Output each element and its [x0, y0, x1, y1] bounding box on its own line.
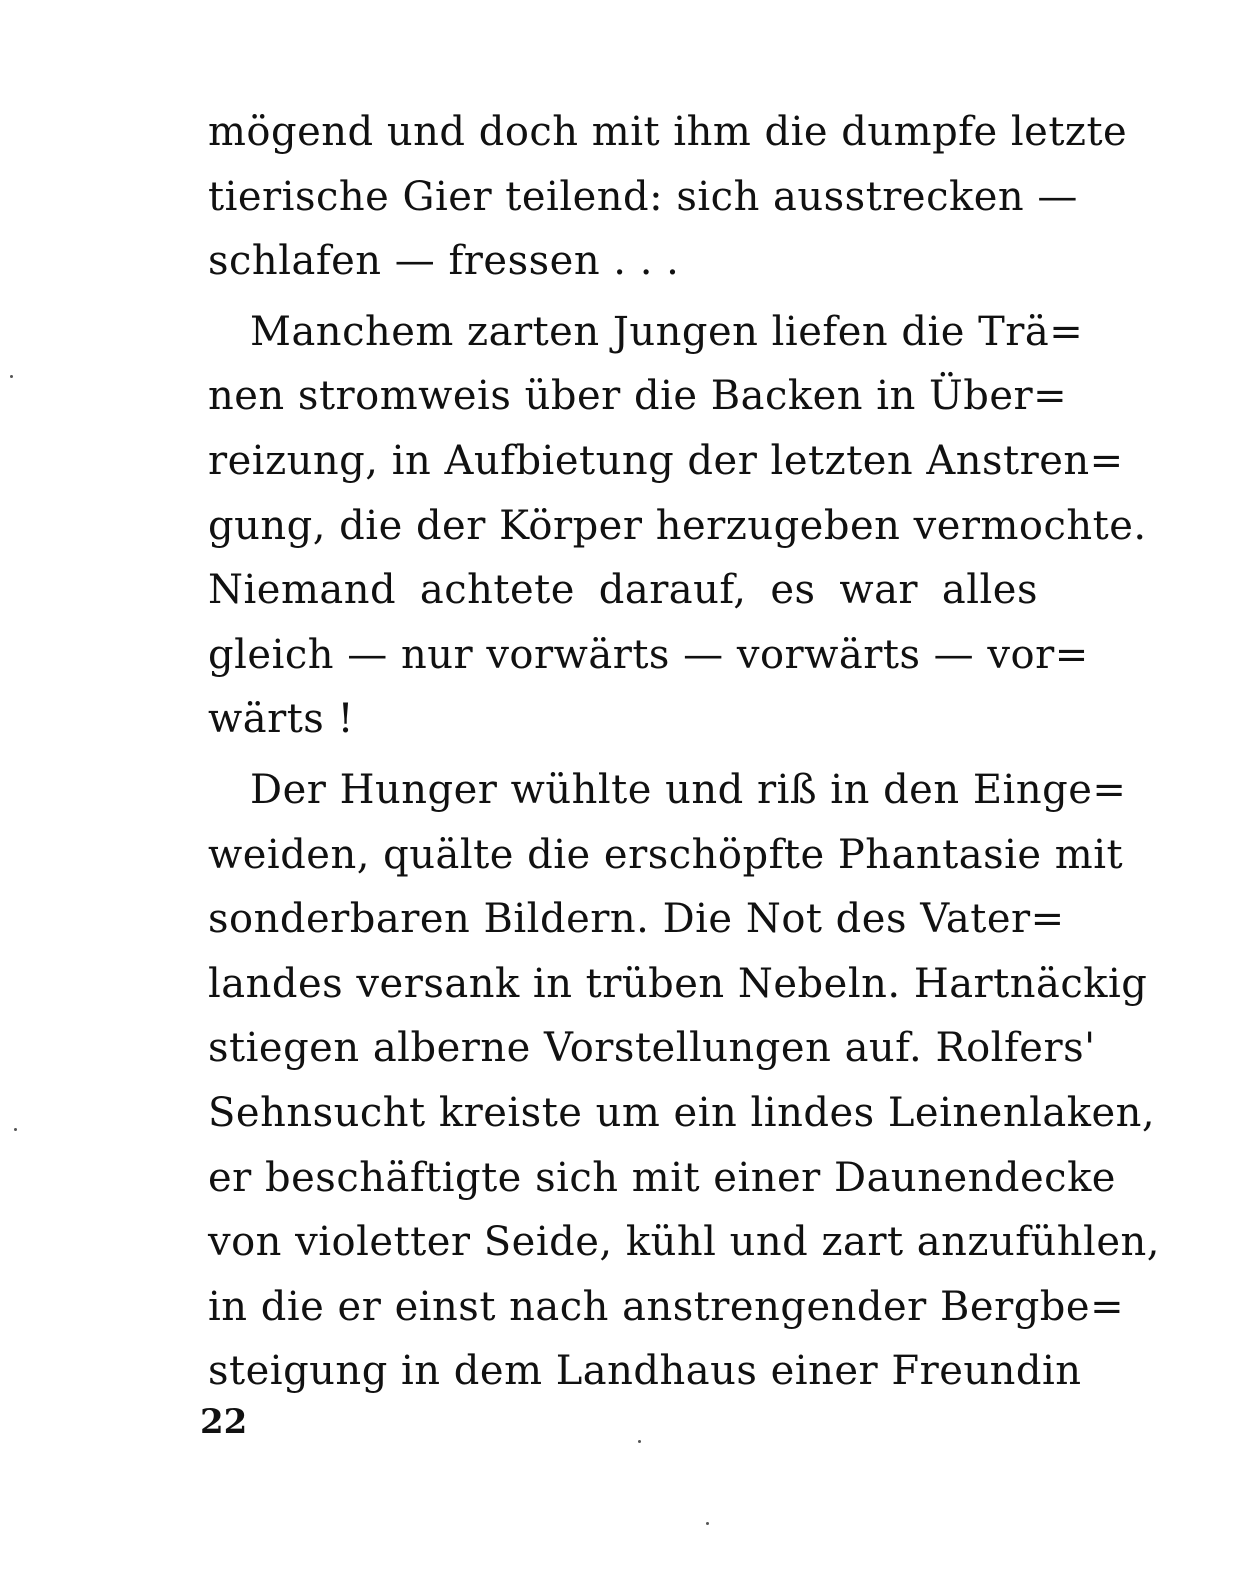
text-line: landes versank in trüben Nebeln. Hartnäckig: [208, 960, 1148, 1007]
text-line: Der Hunger wühlte und riß in den Einge=: [250, 766, 1127, 813]
scan-speck: [10, 375, 13, 378]
text-line: gleich — nur vorwärts — vorwärts — vor=: [208, 631, 1089, 678]
text-line: reizung, in Aufbietung der letzten Anstren=: [208, 437, 1124, 484]
text-line: gung, die der Körper herzugeben vermochte.: [208, 502, 1147, 549]
text-line: wärts !: [208, 696, 355, 743]
text-line: von violetter Seide, kühl und zart anzufühlen,: [208, 1219, 1160, 1266]
text-line: nen stromweis über die Backen in Über=: [208, 373, 1068, 420]
text-line: Sehnsucht kreiste um ein lindes Leinenlaken,: [208, 1089, 1156, 1136]
scan-speck: [14, 1128, 17, 1131]
body-text: [208, 100, 1160, 1404]
text-line: weiden, quälte die erschöpfte Phantasie mit: [208, 831, 1124, 878]
text-line: schlafen — fressen . . .: [208, 238, 680, 285]
text-line: Manchem zarten Jungen liefen die Trä=: [250, 308, 1084, 355]
text-line: mögend und doch mit ihm die dumpfe letzte: [208, 109, 1128, 155]
text-line: in die er einst nach anstrengender Bergbe=: [208, 1283, 1125, 1330]
scan-speck: [706, 1522, 709, 1525]
text-line: steigung in dem Landhaus einer Freundin: [208, 1348, 1082, 1395]
page-number: 22: [200, 1402, 248, 1442]
text-line: tierische Gier teilend: sich ausstrecken —: [208, 173, 1078, 220]
text-line: stiegen alberne Vorstellungen auf. Rolfers': [208, 1025, 1096, 1072]
text-line: Niemand achtete darauf, es war alles: [208, 567, 1038, 614]
scan-speck: [638, 1440, 641, 1443]
text-line: er beschäftigte sich mit einer Daunendecke: [208, 1154, 1116, 1201]
text-line: sonderbaren Bildern. Die Not des Vater=: [208, 896, 1065, 943]
